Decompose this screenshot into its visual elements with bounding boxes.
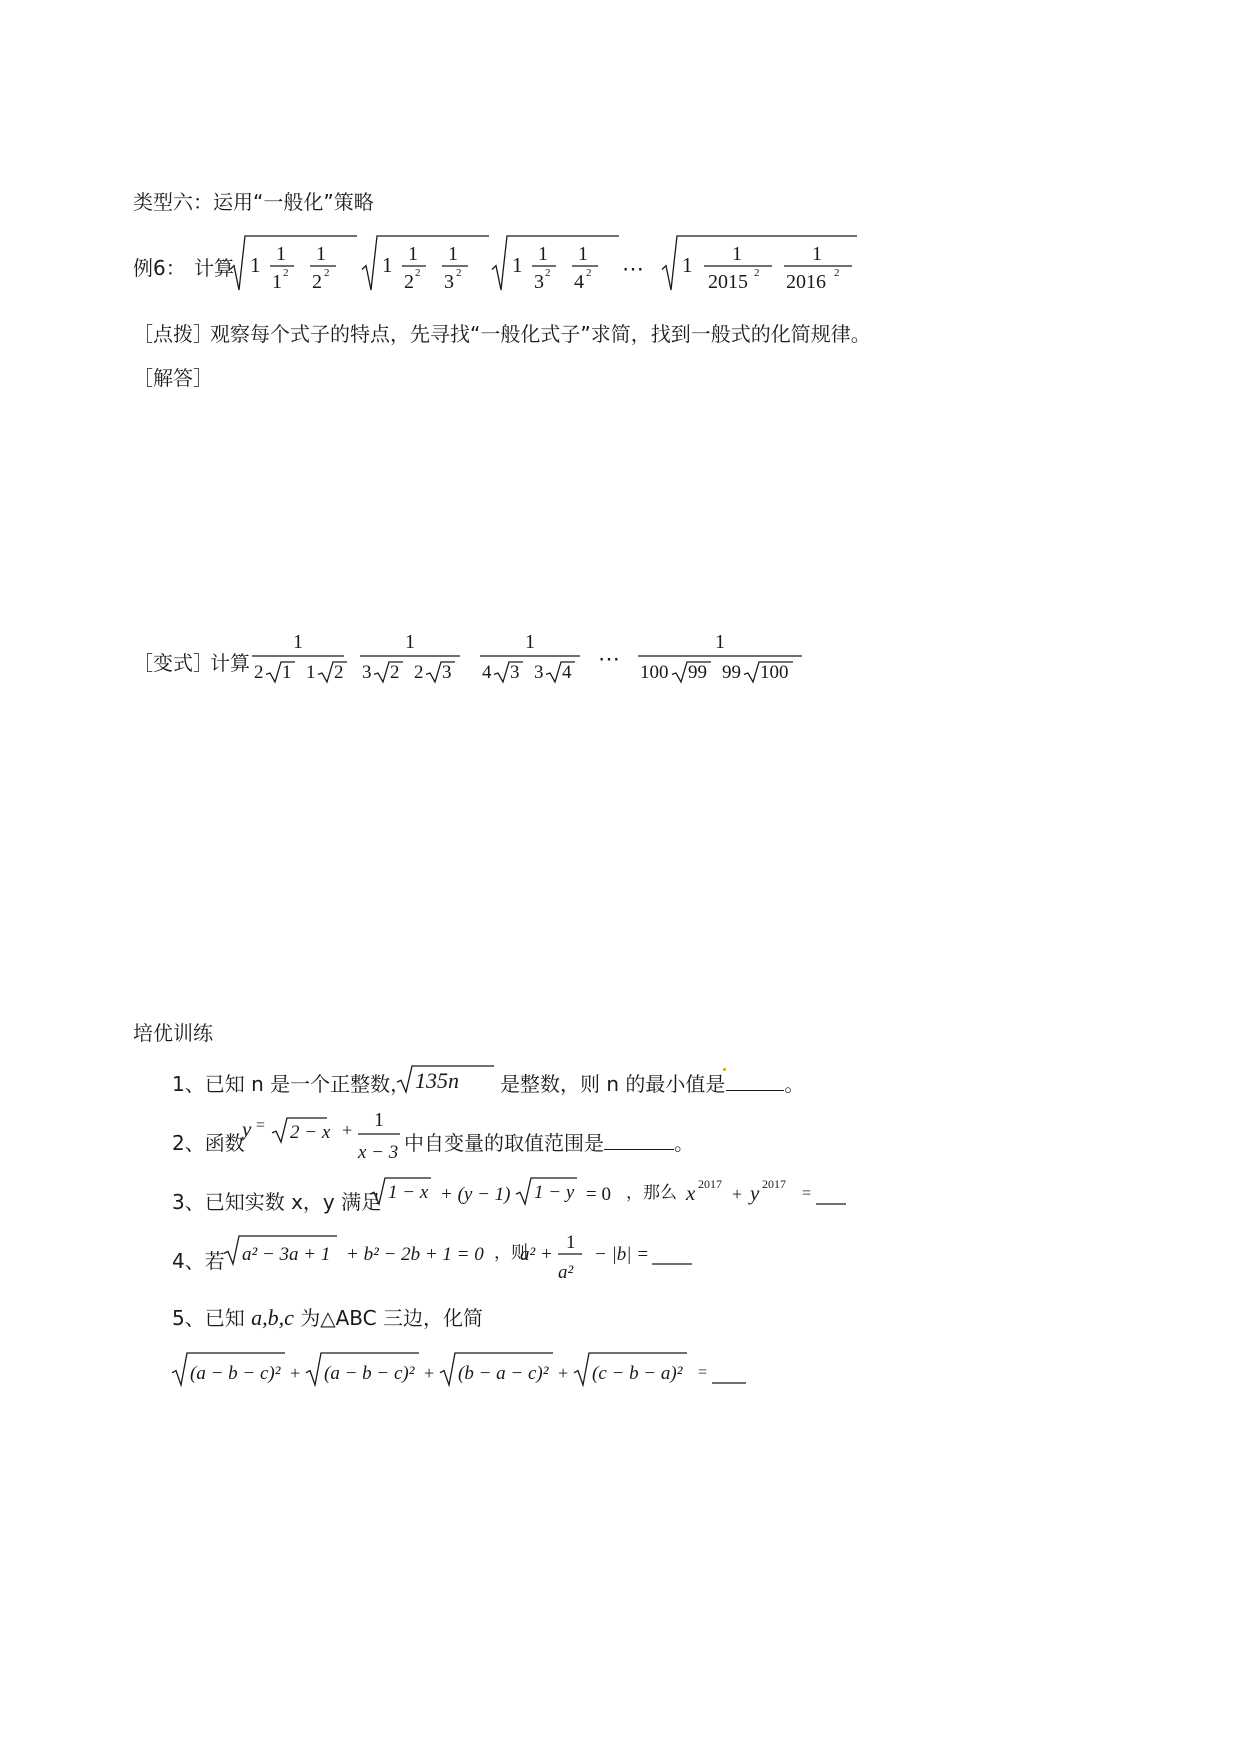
q5-radicand: (a − b − c)² xyxy=(324,1363,415,1384)
example-denominator: 2015 xyxy=(708,271,748,293)
example-term-one: 1 xyxy=(682,253,693,277)
q3-plus: + xyxy=(732,1184,743,1204)
q4-var-a: a² + xyxy=(520,1244,553,1265)
q5-equals: = xyxy=(698,1364,708,1381)
example-numerator: 1 xyxy=(276,243,286,265)
practice-title: 培优训练 xyxy=(133,1021,213,1045)
q2-plus: + xyxy=(342,1120,353,1140)
q5-operator: + xyxy=(558,1363,569,1383)
example-exponent: 2 xyxy=(545,267,551,279)
variant-numerator: 1 xyxy=(715,631,725,653)
example-numerator: 1 xyxy=(408,243,418,265)
variant-coefficient: 99 xyxy=(722,662,741,683)
variant-radicand: 3 xyxy=(510,662,520,683)
q3-equals-2: = xyxy=(802,1185,812,1202)
q5-operator: + xyxy=(424,1363,435,1383)
q1-text-b-wrap xyxy=(500,1068,804,1097)
variant-radicand: 99 xyxy=(688,662,707,683)
q1-text-a: 1、已知 n 是一个正整数， xyxy=(172,1072,411,1096)
q2-text-b: 中自变量的取值范围是 xyxy=(404,1131,604,1155)
example-exponent: 2 xyxy=(754,267,760,279)
hint-label: ［点拨］ xyxy=(133,322,213,346)
variant-formula xyxy=(250,626,830,690)
q5-vars: a,b,c xyxy=(251,1305,294,1330)
variant-compute-label: 计算 xyxy=(210,651,250,675)
example-term-one: 1 xyxy=(382,253,393,277)
example-term-one: 1 xyxy=(250,253,261,277)
example-denominator: 4 xyxy=(574,271,584,293)
question-2: 2、函数 xyxy=(172,1131,245,1155)
example-denominator: 3 xyxy=(444,271,454,293)
example-exponent: 2 xyxy=(283,267,289,279)
q5-formula xyxy=(168,1345,768,1395)
q2-denominator: x − 3 xyxy=(358,1142,399,1163)
q3-var-y: y xyxy=(750,1181,760,1205)
q5-radicand: (b − a − c)² xyxy=(458,1363,549,1384)
q3-term: + (y − 1) xyxy=(440,1184,511,1205)
q1-end: 。 xyxy=(784,1072,805,1096)
q2-answer-blank[interactable] xyxy=(604,1131,674,1150)
example-numerator: 1 xyxy=(578,243,588,265)
example-numerator: 1 xyxy=(448,243,458,265)
example-denominator: 2 xyxy=(404,271,414,293)
q4-term-2: − |b| = xyxy=(594,1244,650,1265)
q5-radicand: (a − b − c)² xyxy=(190,1363,281,1384)
q3-exponent: 2017 xyxy=(762,1177,786,1191)
q4-text-b: ，则 xyxy=(494,1243,528,1262)
variant-coefficient: 1 xyxy=(306,662,316,683)
ellipsis: ⋯ xyxy=(622,256,644,281)
example-compute-label: 计算 xyxy=(194,256,234,280)
example-label: 例6： xyxy=(133,256,186,280)
q1-answer-blank[interactable] xyxy=(726,1072,784,1091)
example-numerator: 1 xyxy=(316,243,326,265)
q5-text-b: 为△ABC 三边，化简 xyxy=(300,1306,483,1330)
q3-radicand: 1 − y xyxy=(534,1182,575,1203)
answer-label: ［解答］ xyxy=(133,366,213,390)
example-exponent: 2 xyxy=(586,267,592,279)
variant-coefficient: 3 xyxy=(362,662,372,683)
q2-text-b-wrap xyxy=(404,1127,694,1156)
variant-radicand: 3 xyxy=(442,662,452,683)
q2-radicand: 2 − x xyxy=(290,1122,331,1143)
question-4: 4、若 xyxy=(172,1249,225,1273)
variant-radicand: 4 xyxy=(562,662,572,683)
q1-radicand: 135n xyxy=(415,1068,459,1093)
q5-operator: + xyxy=(290,1363,301,1383)
example-exponent: 2 xyxy=(324,267,330,279)
variant-label: ［变式］ xyxy=(133,651,213,675)
variant-radicand: 1 xyxy=(282,662,292,683)
variant-numerator: 1 xyxy=(525,631,535,653)
q1-formula xyxy=(395,1060,505,1096)
q4-radicand: a² − 3a + 1 xyxy=(242,1244,331,1265)
variant-coefficient: 2 xyxy=(254,662,264,683)
q4-formula xyxy=(222,1228,702,1290)
q3-radicand: 1 − x xyxy=(388,1182,429,1203)
q3-var-x: x xyxy=(686,1181,696,1205)
ellipsis: ⋯ xyxy=(598,646,620,671)
question-5 xyxy=(172,1302,483,1331)
variant-coefficient: 100 xyxy=(640,662,669,683)
variant-radicand: 100 xyxy=(760,662,789,683)
section-title: 类型六：运用“一般化”策略 xyxy=(133,190,374,214)
q3-text-b: ，那么 xyxy=(626,1183,677,1202)
example-formula xyxy=(230,228,860,298)
q4-term: + b² − 2b + 1 = 0 xyxy=(346,1244,484,1265)
example-denominator: 1 xyxy=(272,271,282,293)
example-numerator: 1 xyxy=(812,243,822,265)
q2-end: 。 xyxy=(674,1131,694,1155)
variant-coefficient: 3 xyxy=(534,662,544,683)
example-exponent: 2 xyxy=(415,267,421,279)
variant-coefficient: 4 xyxy=(482,662,492,683)
q1-text-b: 是整数，则 n 的最小值是 xyxy=(500,1072,726,1096)
variant-radicand: 2 xyxy=(390,662,400,683)
variant-numerator: 1 xyxy=(405,631,415,653)
example-denominator: 2 xyxy=(312,271,322,293)
q2-formula xyxy=(240,1106,410,1168)
variant-coefficient: 2 xyxy=(414,662,424,683)
example-denominator: 2016 xyxy=(786,271,826,293)
q4-denominator: a² xyxy=(558,1262,574,1283)
q2-var-y: y xyxy=(242,1117,252,1141)
example-exponent: 2 xyxy=(834,267,840,279)
q5-radicand: (c − b − a)² xyxy=(592,1363,683,1384)
example-exponent: 2 xyxy=(456,267,462,279)
q5-text-a: 5、已知 xyxy=(172,1306,245,1330)
q3-exponent: 2017 xyxy=(698,1177,722,1191)
hint-text: 观察每个式子的特点，先寻找“一般化式子”求简，找到一般式的化简规律。 xyxy=(210,322,871,346)
q2-numerator: 1 xyxy=(374,1109,384,1131)
variant-numerator: 1 xyxy=(293,631,303,653)
q2-equals: = xyxy=(256,1117,266,1134)
variant-radicand: 2 xyxy=(334,662,344,683)
example-numerator: 1 xyxy=(732,243,742,265)
q3-equals: = 0 xyxy=(586,1184,611,1205)
question-3: 3、已知实数 x，y 满足 xyxy=(172,1190,382,1214)
example-denominator: 3 xyxy=(534,271,544,293)
question-1 xyxy=(172,1068,410,1097)
example-term-one: 1 xyxy=(512,253,523,277)
q4-numerator: 1 xyxy=(566,1232,576,1253)
example-numerator: 1 xyxy=(538,243,548,265)
q3-formula xyxy=(368,1172,848,1212)
